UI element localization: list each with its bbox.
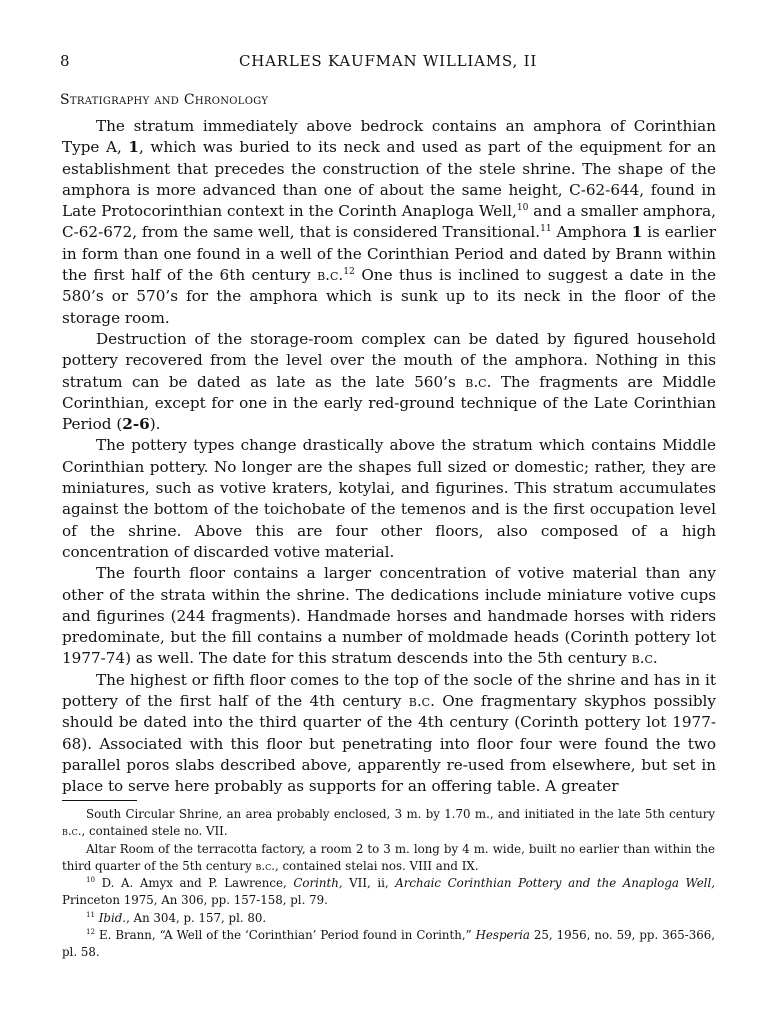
footnote-10: $^{10}$ D. A. Amyx and P. Lawrence, Corinth, VII, ii, Archaic Corinthian Pottery and the Anaploga Well, Princeton 1975, An 306, pp. 157-158, pl. 79.	[62, 875, 715, 908]
footnote-11: $^{11}$ Ibid., An 304, p. 157, pl. 80.	[86, 909, 267, 925]
running-title: CHARLES KAUFMAN WILLIAMS, II	[238, 52, 538, 70]
catalogue-number: 1	[631, 223, 643, 242]
footnote-ref-11: 11	[540, 224, 552, 235]
paragraph-2: Destruction of the storage-room complex can be dated by figured household pottery recovered from the level over the mouth of the amphora. Nothing in this stratum can be dated as late as the late 560’s b.c. The fragments are Middle Corinthian, except for one in the early red-ground technique of the Late Corinthian Period (2-6).	[62, 329, 716, 434]
footnote-12: $^{12}$ E. Brann, “A Well of the ‘Corinthian’ Period found in Corinth,” Hesperia 25, 1956, no. 59, pp. 365-366, pl. 58.	[62, 927, 715, 960]
paragraph-4: The fourth floor contains a larger concentration of votive material than any other of the strata within the shrine. The dedications include miniature votive cups and figurines (244 fragments). Handmade horses and handmade horses with riders predominate, but the fill contains a number of moldmade heads (Corinth pottery lot 1977-74) as well. The date for this stratum descends into the 5th century b.c.	[62, 564, 716, 668]
footnote-ref-12: 12	[343, 267, 355, 278]
paragraph-5: The highest or fifth floor comes to the top of the socle of the shrine and has in it pottery of the first half of the 4th century b.c. One fragmentary skyphos possibly should be dated into the third quarter of the 4th century (Corinth pottery lot 1977-68). Associated with this floor but penetrating into floor four were found the two parallel poros slabs described above, apparently re-used from elsewhere, but set in place to serve here probably as supports for an offering table. A greater	[62, 670, 716, 796]
footnote-continued-2: Altar Room of the terracotta factory, a room 2 to 3 m. long by 4 m. wide, built no earlier than within the third quarter of the 5th century b.c., contained stelai nos. VIII and IX.	[62, 841, 715, 873]
footnote-ref-10: 10	[516, 203, 529, 214]
paragraph-3: The pottery types change drastically above the stratum which contains Middle Corinthian pottery. No longer are the shapes full sized or domestic; rather, they are miniatures, such as votive kraters, kotylai, and figurines. This stratum accumulates against the bottom of the toichobate of the temenos and is the first occupation level of the shrine. Above this are four other floors, also composed of a high concentration of discarded votive material.	[62, 436, 716, 561]
catalogue-number: 1	[128, 138, 139, 157]
section-heading: Stratigraphy and Chronology	[60, 92, 269, 108]
running-header	[60, 52, 716, 74]
page-number: 8	[60, 52, 70, 70]
footnote-continued-1: South Circular Shrine, an area probably enclosed, 3 m. by 1.70 m., and initiated in the late 5th century b.c., contained stele no. VII.	[62, 807, 715, 839]
body-text	[62, 116, 716, 798]
catalogue-range: 2-6	[122, 415, 150, 434]
footnotes	[62, 806, 715, 962]
paragraph-1: The stratum immediately above bedrock contains an amphora of Corinthian Type A, 1, which was buried to its neck and used as part of the equipment for an establishment that precedes the construction of the stele shrine. The shape of the amphora is more advanced than one of about the same height, C-62-644, found in Late Protocorinthian context in the Corinth Anaploga Well,$^{10}$ and a smaller amphora, C-62-672, from the same well, that is considered Transitional.$^{11}$ Amphora 1 is earlier in form than one found in a well of the Corinthian Period and dated by Brann within the first half of the 6th century b.c.$^{12}$ One thus is inclined to suggest a date in the 580’s or 570’s for the amphora which is sunk up to its neck in the floor of the storage room.	[62, 117, 717, 327]
footnote-rule	[62, 800, 137, 801]
